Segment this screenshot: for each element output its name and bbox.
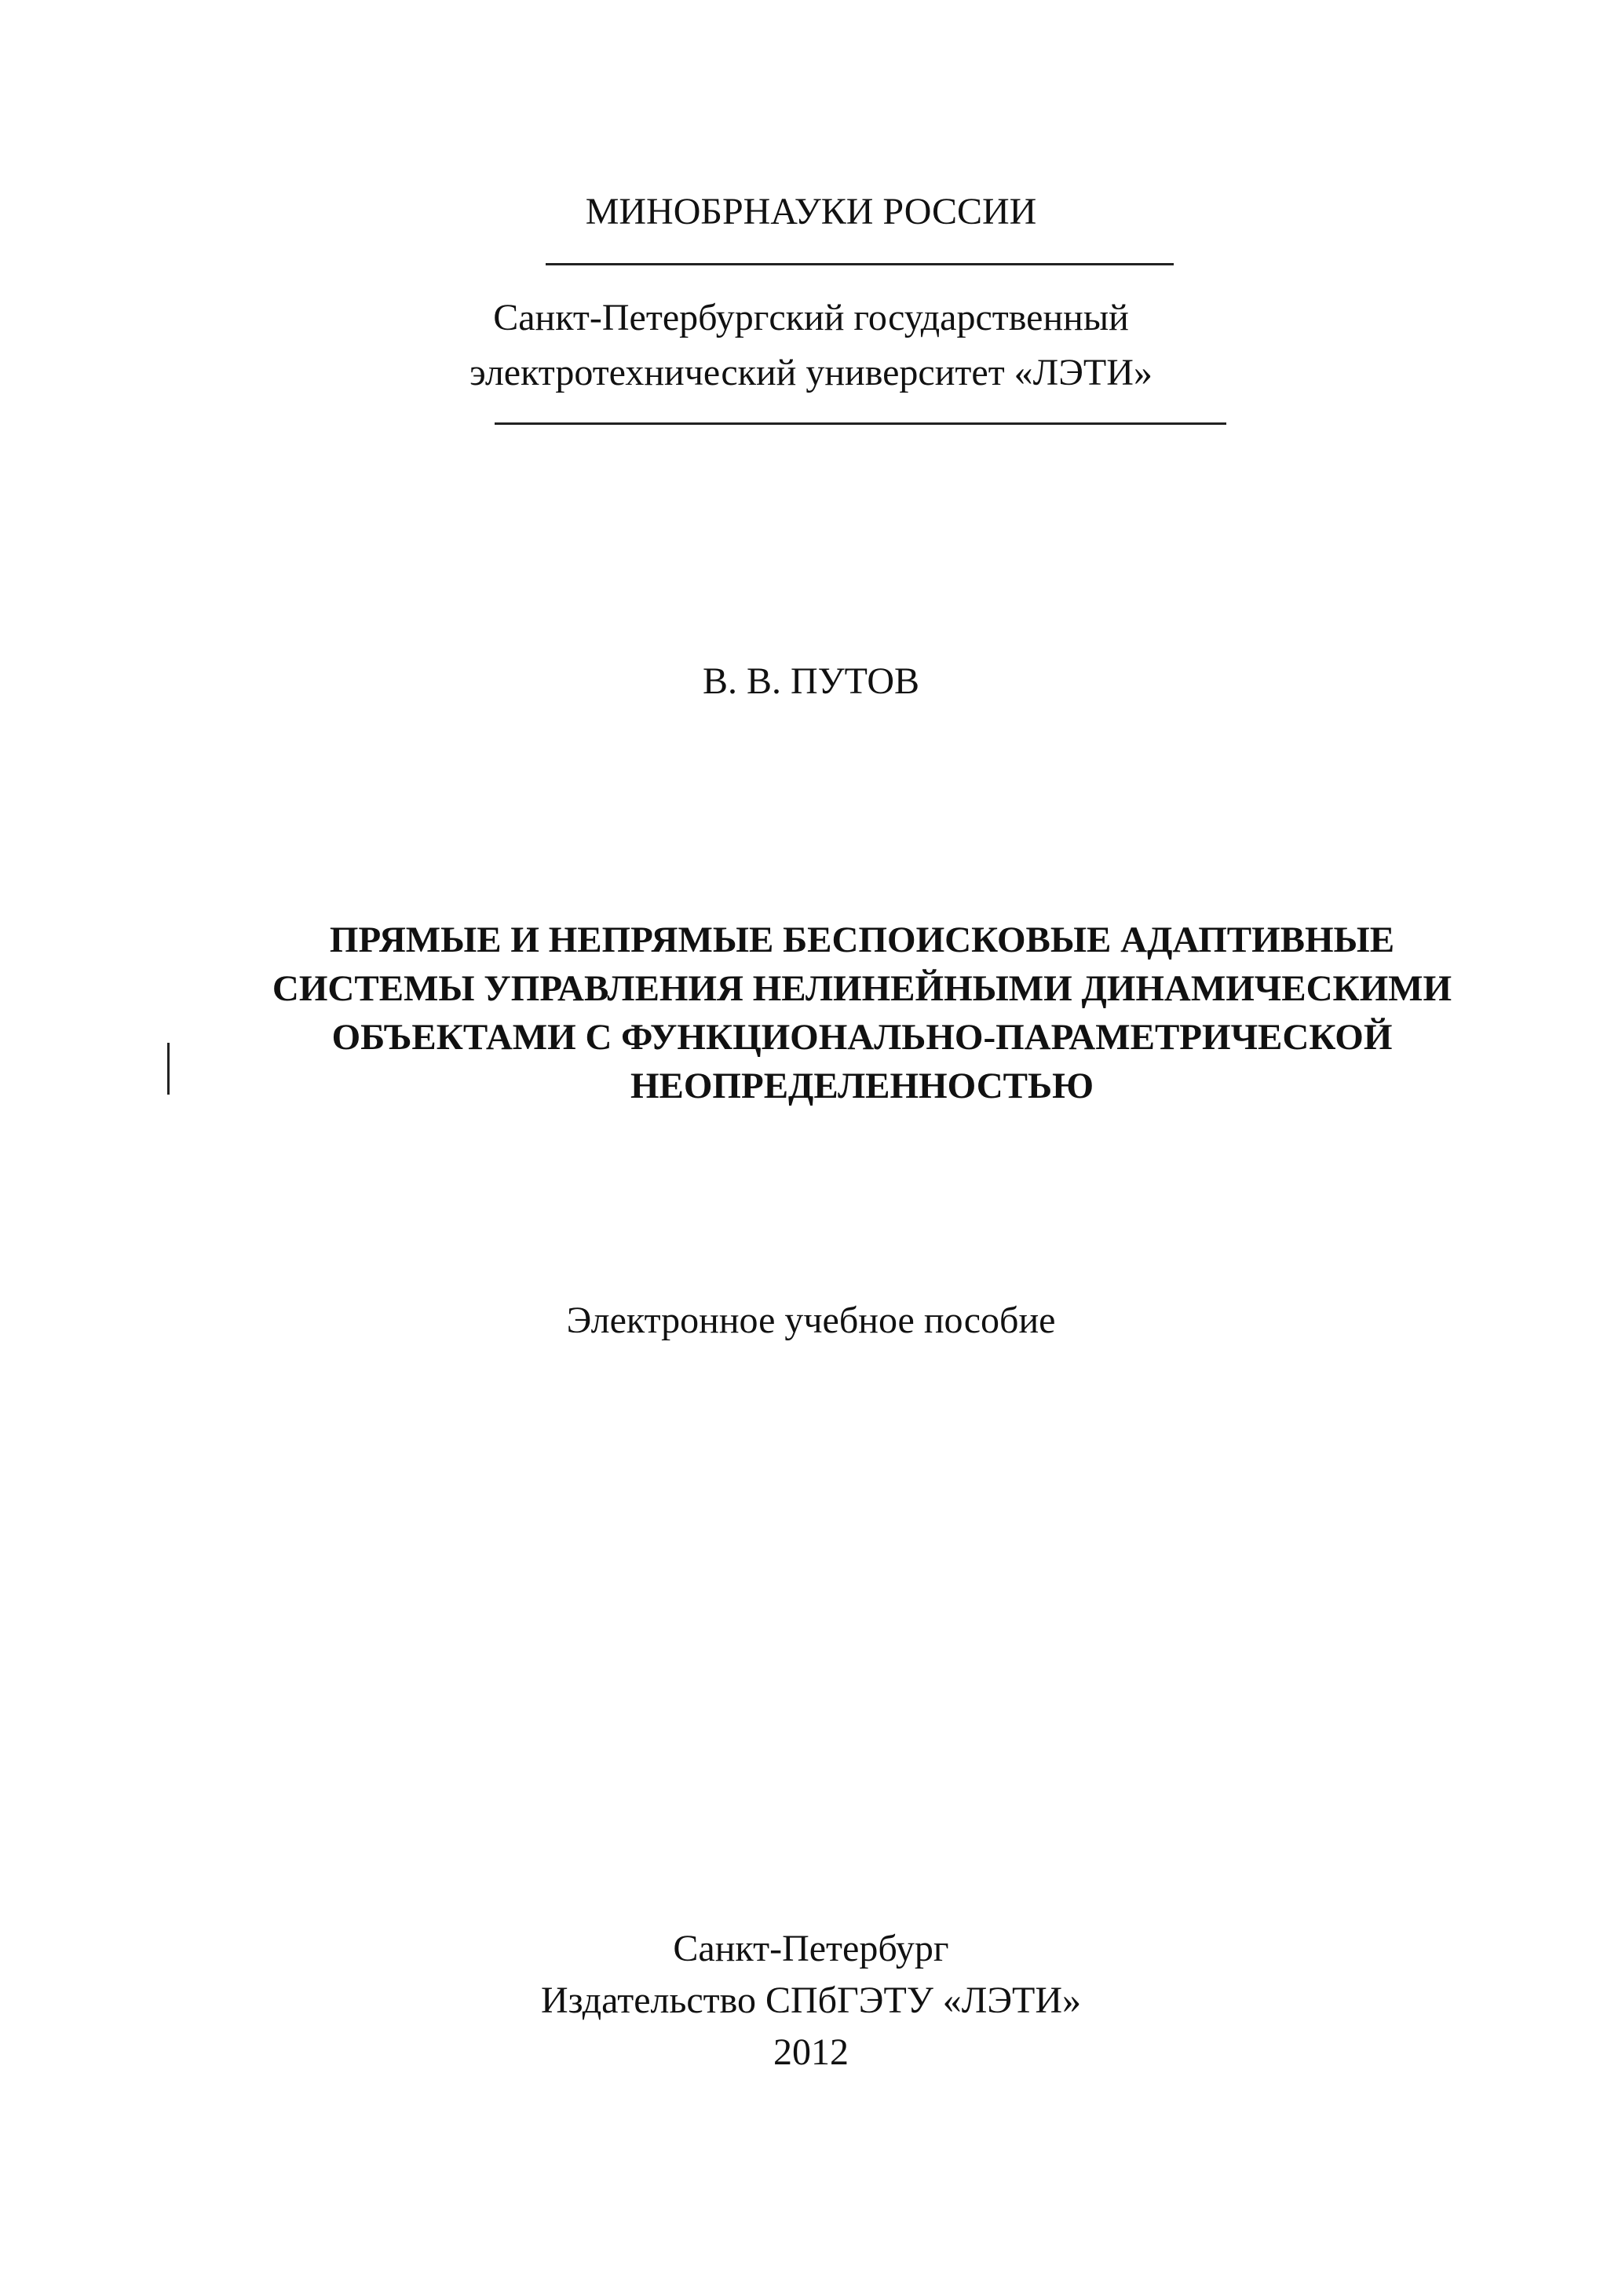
title-line: ПРЯМЫЕ И НЕПРЯМЫЕ БЕСПОИСКОВЫЕ АДАПТИВНЫЕ bbox=[329, 919, 1395, 960]
university-name-line-2: электротехнический университет «ЛЭТИ» bbox=[469, 352, 1153, 393]
title-line: ОБЪЕКТАМИ С ФУНКЦИОНАЛЬНО-ПАРАМЕТРИЧЕСКОЙ bbox=[331, 1017, 1393, 1058]
publication-city: Санкт-Петербург bbox=[673, 1928, 949, 1969]
margin-change-bar bbox=[167, 1043, 170, 1095]
title-line: НЕОПРЕДЕЛЕННОСТЬЮ bbox=[630, 1066, 1094, 1106]
publication-type: Электронное учебное пособие bbox=[566, 1300, 1056, 1341]
university-divider bbox=[495, 422, 1226, 425]
header-divider bbox=[546, 263, 1174, 265]
university-name-line-1: Санкт-Петербургский государственный bbox=[493, 297, 1129, 338]
publication-year: 2012 bbox=[773, 2031, 849, 2073]
publisher-name: Издательство СПбГЭТУ «ЛЭТИ» bbox=[540, 1980, 1082, 2021]
author-name: В. В. ПУТОВ bbox=[702, 660, 920, 702]
title-line: СИСТЕМЫ УПРАВЛЕНИЯ НЕЛИНЕЙНЫМИ ДИНАМИЧЕСКИМИ bbox=[272, 968, 1452, 1009]
ministry-name: МИНОБРНАУКИ РОССИИ bbox=[585, 191, 1037, 232]
document-title bbox=[183, 916, 1541, 1110]
